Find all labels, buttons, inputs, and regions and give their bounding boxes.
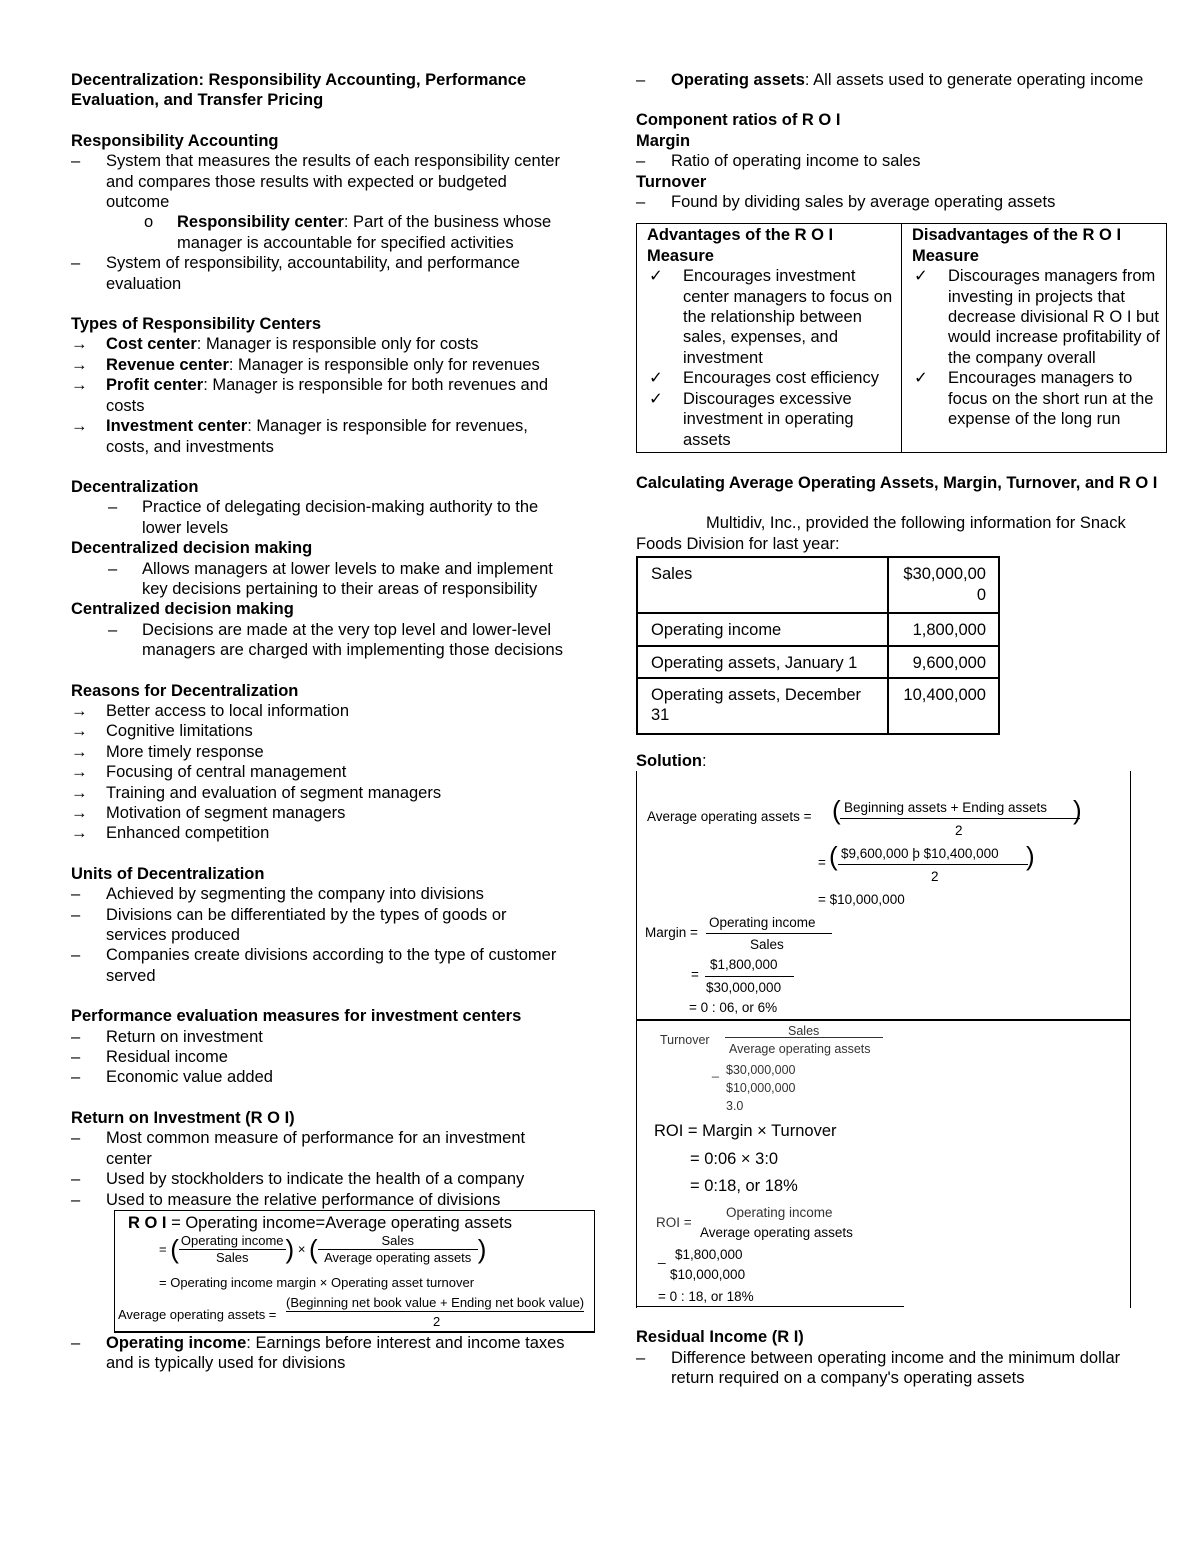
arrow-right-icon: → xyxy=(71,376,88,395)
section-heading: Reasons for Decentralization xyxy=(71,681,299,700)
roi-advantages-table xyxy=(636,223,1167,452)
checkmark-icon: ✓ xyxy=(914,267,928,286)
list-item: – Divisions can be differentiated by the types of goods or services produced xyxy=(71,905,507,945)
arrow-right-icon: → xyxy=(71,783,88,802)
list-item: o Responsibility center: Part of the business whose manager is accountable for specified activities xyxy=(144,213,552,252)
list-item: ✓ Encourages cost efficiency xyxy=(649,369,879,388)
left-column xyxy=(71,70,585,1374)
list-item: – Allows managers at lower levels to make and implement key decisions pertaining to their areas of responsibility xyxy=(108,559,553,598)
arrow-right-icon: → xyxy=(71,417,88,436)
list-item: → Focusing of central management xyxy=(71,763,347,782)
list-item: ✓ Discourages managers from investing in projects that decrease divisional R O I but would increase profitability of the company overall xyxy=(914,267,1160,367)
list-item: – Achieved by segmenting the company into divisions xyxy=(71,885,484,904)
list-item: – Operating assets: All assets used to generate operating income xyxy=(636,71,1144,89)
list-item: → Revenue center: Manager is responsible only for revenues xyxy=(71,355,540,374)
table-row: Operating assets, January 1 9,600,000 xyxy=(637,646,999,678)
arrow-right-icon: → xyxy=(71,355,88,374)
division-data-table xyxy=(636,556,1000,735)
section-heading: Centralized decision making xyxy=(71,600,294,619)
table-row: Operating income 1,800,000 xyxy=(637,613,999,645)
arrow-right-icon: → xyxy=(71,701,88,720)
arrow-right-icon: → xyxy=(71,824,88,843)
list-item: – Operating income: Earnings before interest and income taxes and is typically used for divisions xyxy=(71,1333,565,1373)
list-item: – Used by stockholders to indicate the health of a company xyxy=(71,1170,525,1189)
list-item: – Decisions are made at the very top level and lower-level managers are charged with implementing those decisions xyxy=(108,620,563,660)
list-item: → Training and evaluation of segment managers xyxy=(71,783,442,802)
dis-heading: Disadvantages of the R O I Measure xyxy=(912,226,1122,265)
list-item: → Cost center: Manager is responsible only for costs xyxy=(71,335,479,354)
list-item: – System that measures the results of each responsibility center and compares those results with expected or budgeted outcome xyxy=(71,152,560,212)
list-item: ✓ Discourages excessive investment in operating assets xyxy=(649,389,854,449)
arrow-right-icon: → xyxy=(71,742,88,761)
section-heading: Types of Responsibility Centers xyxy=(71,315,321,334)
list-item: – Practice of delegating decision-making authority to the lower levels xyxy=(108,498,539,537)
adv-heading: Advantages of the R O I Measure xyxy=(647,226,834,265)
section-heading: Responsibility Accounting xyxy=(71,131,279,150)
arrow-right-icon: → xyxy=(71,722,88,741)
list-item: – System of responsibility, accountability, and performance evaluation xyxy=(71,254,520,293)
arrow-right-icon: → xyxy=(71,804,88,822)
arrow-right-icon: → xyxy=(71,335,88,354)
section-heading: Performance evaluation measures for investment centers xyxy=(71,1007,522,1026)
list-item: – Most common measure of performance for an investment center xyxy=(71,1129,526,1168)
list-item: → Cognitive limitations xyxy=(71,722,253,741)
list-item: – Ratio of operating income to sales xyxy=(636,152,921,171)
arrow-right-icon: → xyxy=(71,763,88,782)
list-item: – Difference between operating income and the minimum dollar return required on a company's operating assets xyxy=(636,1348,1121,1388)
list-item: ✓ Encourages managers to focus on the short run at the expense of the long run xyxy=(914,369,1154,429)
checkmark-icon: ✓ xyxy=(649,389,663,408)
list-item: → Investment center: Manager is responsible for revenues, costs, and investments xyxy=(71,417,528,456)
section-heading: Turnover xyxy=(636,172,707,191)
list-item: – Found by dividing sales by average operating assets xyxy=(636,193,1056,212)
list-item: → Enhanced competition xyxy=(71,824,270,843)
section-heading: Component ratios of R O I xyxy=(636,111,841,130)
list-item: → Motivation of segment managers xyxy=(71,804,346,822)
section-heading: Decentralized decision making xyxy=(71,539,313,558)
list-item: – Economic value added xyxy=(71,1068,273,1087)
checkmark-icon: ✓ xyxy=(914,369,928,388)
page-title: Decentralization: Responsibility Accounting, Performance Evaluation, and Transfer Pricing xyxy=(71,71,527,110)
checkmark-icon: ✓ xyxy=(649,369,663,388)
list-item: – Used to measure the relative performance of divisions xyxy=(71,1190,501,1209)
right-column: – Operating assets: All assets used to generate operating income Component ratios of R O I Margin – Ratio of operating income to sales Turnover – Found by dividing sales by average operating assets Advantages of the R O I Measure ✓ Encourages investment center managers to focus on the relationship between sales, expenses, and investment ✓ Encourages cost efficiency ✓ Discourages excessive investment in operating assets Disadvantages of the R O I Measure ✓ Discourages managers from investing in projects that decrease divisional R O I but would increase profitability of the company overall ✓ Encourages managers to focus on the short run at the expense of the long run Calculating Average Operating Assets, Margin, Turnover, and R O I Multidiv, Inc., provided the following information for Snack Foods Division for last year: Sales $30,000,000 Operating income 1,800,000 Operating assets, January 1 9,600,000 Operating assets, December 31 10,400,000 Solution: Average operating assets = ( Beginning assets + Ending assets 2 ) = ( $9,600,000 þ $10,400,000 2 ) = $10,000,000 Margin = Operating income Sales = $1,800,000 $30,000,000 = 0 : 06, or 6% Turnover Sales Average operating assets _ $30,000,000 $10,000,000 3.0 ROI = Margin × Turnover = 0:06 × 3:0 = 0:18, or 18% ROI = Operating income Average operating assets _ $1,800,000 $10,000,000 = 0 : 18, or 18% Residual Income (R I) – Difference between operating income and the minimum dollar return required on a company's operating assets xyxy=(636,70,1166,1389)
section-heading: Units of Decentralization xyxy=(71,864,265,883)
section-heading: Residual Income (R I) xyxy=(636,1328,804,1347)
solution-label: Solution xyxy=(636,751,702,770)
table-row: Sales $30,000,000 xyxy=(637,557,999,613)
calc-intro: Multidiv, Inc., provided the following information for Snack Foods Division for last year: xyxy=(636,514,1126,553)
solution-box: Average operating assets = ( Beginning assets + Ending assets 2 ) = ( $9,600,000 þ $10,400,000 2 ) = $10,000,000 Margin = Operating income Sales = $1,800,000 $30,000,000 = 0 : 06, or 6% Turnover Sales Average operating assets _ $30,000,000 $10,000,000 3.0 ROI = Margin × Turnover = 0:06 × 3:0 = 0:18, or 18% ROI = Operating income Average operating assets _ $1,800,000 $10,000,000 = 0 : 18, or 18% xyxy=(636,771,1130,1307)
list-item: – Residual income xyxy=(71,1048,228,1067)
section-heading: Return on Investment (R O I) xyxy=(71,1108,295,1127)
list-item: – Return on investment xyxy=(71,1027,263,1046)
list-item: → Profit center: Manager is responsible for both revenues and costs xyxy=(71,376,549,415)
list-item: → More timely response xyxy=(71,742,264,761)
section-heading: Calculating Average Operating Assets, Margin, Turnover, and R O I xyxy=(636,473,1158,492)
roi-formula-box: R O I = Operating income=Average operating assets = ( $\frac{\text{Operating income}}{\text{Sales}}$ ) × ( $\frac{\text{Sales}}{\text{Average operating assets}}$ ) = Operating income margin × Operating asset turnover Average operating assets = (Beginning net book value + Ending net book value) 2 xyxy=(114,1210,595,1333)
list-item: ✓ Encourages investment center managers to focus on the relationship between sales, expenses, and investment xyxy=(649,267,893,367)
table-row: Operating assets, December 31 10,400,000 xyxy=(637,678,999,734)
roi-line3: = Operating income margin × Operating asset turnover xyxy=(159,1274,475,1290)
section-heading: Margin xyxy=(636,131,691,150)
list-item: – Companies create divisions according to the type of customer served xyxy=(71,946,557,985)
section-heading: Decentralization xyxy=(71,477,199,496)
list-item: → Better access to local information xyxy=(71,701,350,720)
checkmark-icon: ✓ xyxy=(649,267,663,286)
